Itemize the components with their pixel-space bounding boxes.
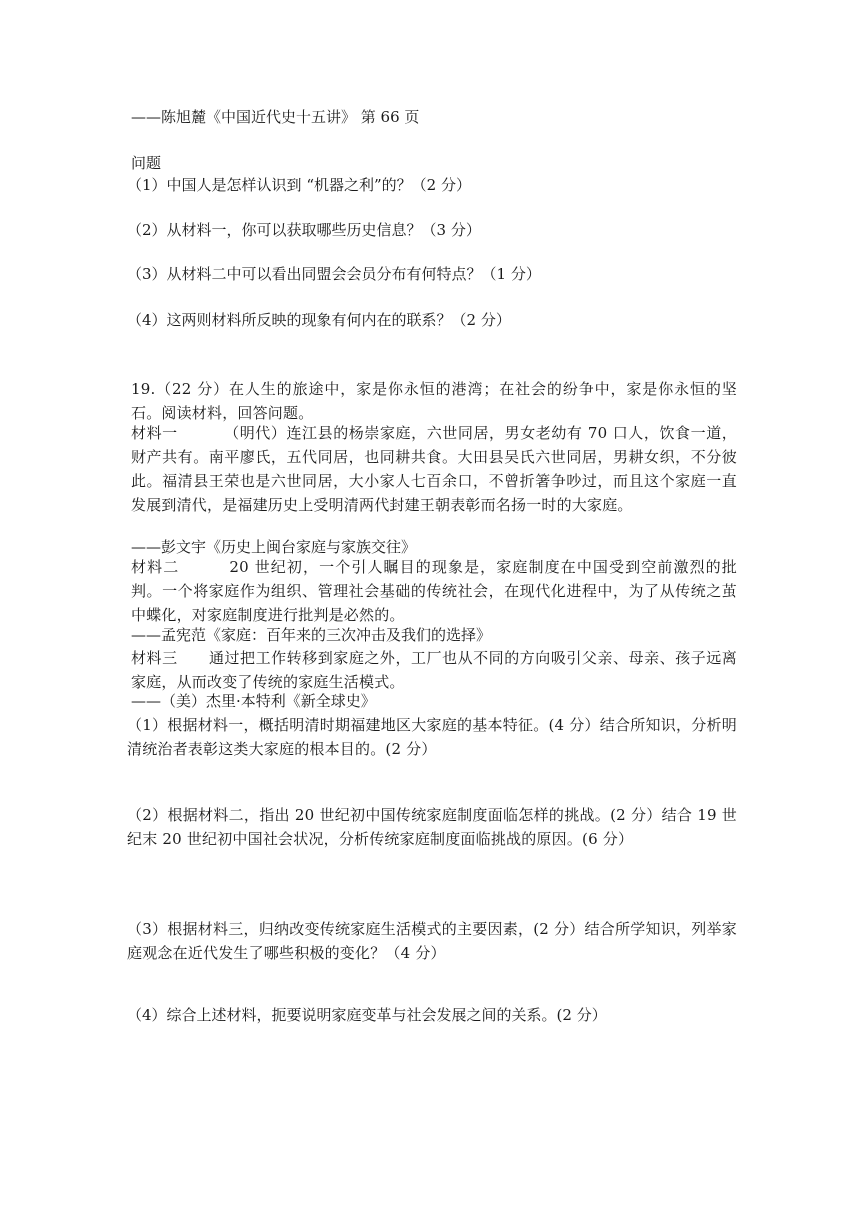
- source-citation: ——陈旭麓《中国近代史十五讲》 第 66 页: [131, 108, 420, 126]
- questions-heading: 问题: [131, 154, 162, 172]
- material-1-citation: ——彭文宇《历史上闽台家庭与家族交往》: [131, 538, 417, 556]
- material-1-text: （明代）连江县的杨崇家庭，六世同居，男女老幼有 70 口人，饮食一道，财产共有。南平廖氏，五代同居，也同耕共食。大田县吴氏六世同居，男耕女织，不分彼此。福清县王荣也是六世同居，大小家人七百余口，不曾折箸争吵过，而且这个家庭一直发展到清代，是福建历史上受明清两代封建王朝表彰而名扬一时的大家庭。: [131, 424, 737, 514]
- sub-question-1: （1）根据材料一，概括明清时期福建地区大家庭的基本特征。(4 分）结合所知识，分析明清统治者表彰这类大家庭的根本目的。(2 分）: [127, 716, 737, 758]
- sub-question-4: （4）综合上述材料，扼要说明家庭变革与社会发展之间的关系。(2 分）: [127, 1006, 607, 1024]
- question-2: （2）从材料一，你可以获取哪些历史信息？（3 分）: [127, 221, 481, 239]
- material-1-label: 材料一: [131, 424, 178, 442]
- material-1: [131, 421, 737, 517]
- material-3-citation: ——（美）杰里·本特利《新全球史》: [131, 692, 376, 710]
- material-2-text: 20 世纪初，一个引人瞩目的现象是，家庭制度在中国受到空前激烈的批判。一个将家庭作为组织、管理社会基础的传统社会，在现代化进程中，为了从传统之茧中蝶化，对家庭制度进行批判是必然的。: [131, 558, 737, 624]
- material-2: [131, 555, 737, 627]
- q19-intro: 19.（22 分）在人生的旅途中，家是你永恒的港湾；在社会的纷争中，家是你永恒的坚石。阅读材料，回答问题。: [131, 380, 737, 422]
- sub-question-2: （2）根据材料二，指出 20 世纪初中国传统家庭制度面临怎样的挑战。(2 分）结合 19 世纪末 20 世纪初中国社会状况，分析传统家庭制度面临挑战的原因。(6 分）: [127, 806, 737, 848]
- question-3: （3）从材料二中可以看出同盟会会员分布有何特点？（1 分）: [127, 265, 541, 283]
- sub-question-3: （3）根据材料三，归纳改变传统家庭生活模式的主要因素，(2 分）结合所学知识，列举家庭观念在近代发生了哪些积极的变化？（4 分）: [127, 920, 737, 962]
- material-3-text: 通过把工作转移到家庭之外，工厂也从不同的方向吸引父亲、母亲、孩子远离家庭，从而改变了传统的家庭生活模式。: [131, 649, 737, 691]
- material-3: [131, 646, 737, 694]
- question-1: （1）中国人是怎样认识到 “机器之利”的？（2 分）: [127, 176, 471, 194]
- material-2-citation: ——孟宪范《家庭：百年来的三次冲击及我们的选择》: [131, 626, 492, 644]
- material-3-label: 材料三: [131, 649, 178, 667]
- question-4: （4）这两则材料所反映的现象有何内在的联系？（2 分）: [127, 311, 511, 329]
- material-2-label: 材料二: [131, 558, 180, 576]
